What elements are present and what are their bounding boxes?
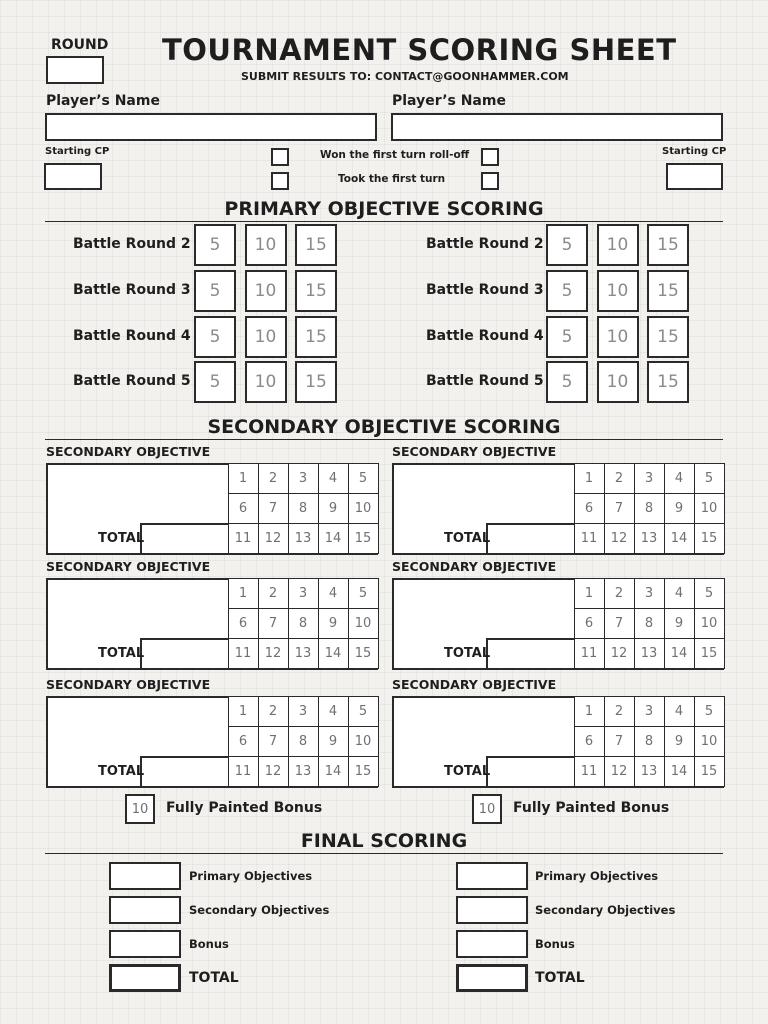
player2-painted-bonus-box[interactable]: 10 [472,794,502,824]
secondary-score-cell[interactable]: 14 [664,638,695,669]
player2-secondary-objective-block [392,677,724,788]
player1-name-label: Player’s Name [46,93,160,109]
secondary-score-cell[interactable]: 15 [694,523,725,554]
secondary-total-field[interactable] [140,756,230,788]
secondary-score-cell[interactable]: 1 [228,463,259,494]
player1-primary-score-box[interactable]: 5 [194,270,236,312]
primary-divider [45,221,723,222]
player1-painted-bonus-box[interactable]: 10 [125,794,155,824]
round-input[interactable] [46,56,104,84]
player2-primary-score-box[interactable]: 5 [546,361,588,403]
secondary-score-cell[interactable]: 8 [634,726,665,757]
secondary-score-cell[interactable]: 3 [288,578,319,609]
player2-primary-score-box[interactable]: 10 [597,361,639,403]
secondary-score-cell[interactable]: 5 [348,578,379,609]
secondary-score-cell[interactable]: 11 [228,638,259,669]
secondary-score-cell[interactable]: 1 [574,463,605,494]
secondary-score-cell[interactable]: 2 [604,696,635,727]
player1-primary-round-label: Battle Round 4 [73,328,191,344]
player1-primary-score-box[interactable]: 15 [295,316,337,358]
player2-final-score-field[interactable] [456,862,528,890]
player2-first-turn-checkbox[interactable] [481,172,499,190]
player1-primary-round-label: Battle Round 2 [73,236,191,252]
secondary-score-cell[interactable]: 11 [228,523,259,554]
secondary-score-cell[interactable]: 5 [348,463,379,494]
player1-final-score-label: Primary Objectives [189,869,313,883]
player1-primary-score-box[interactable]: 15 [295,361,337,403]
secondary-score-grid [228,463,378,553]
player1-final-score-label: Secondary Objectives [189,903,330,917]
secondary-objective-title: SECONDARY OBJECTIVE [46,559,211,574]
secondary-score-cell[interactable]: 3 [634,578,665,609]
player2-name-label: Player’s Name [392,93,506,109]
secondary-score-cell[interactable]: 9 [318,726,349,757]
player2-primary-score-box[interactable]: 5 [546,224,588,266]
player2-primary-score-box[interactable]: 15 [647,361,689,403]
secondary-score-cell[interactable]: 3 [634,696,665,727]
secondary-score-cell[interactable]: 15 [348,523,379,554]
secondary-score-cell[interactable]: 1 [574,578,605,609]
secondary-score-cell[interactable]: 3 [288,696,319,727]
secondary-score-cell[interactable]: 12 [258,638,289,669]
player2-primary-round-label: Battle Round 3 [426,282,544,298]
secondary-score-cell[interactable]: 8 [288,608,319,639]
player1-starting-cp-field[interactable] [44,163,102,190]
secondary-objective-title: SECONDARY OBJECTIVE [392,444,557,459]
player1-final-score-field[interactable] [109,930,181,958]
final-heading: FINAL SCORING [300,830,468,852]
won-rolloff-label: Won the first turn roll-off [320,149,470,161]
secondary-score-cell[interactable]: 11 [228,756,259,787]
page-title: TOURNAMENT SCORING SHEET [162,33,677,67]
secondary-total-field[interactable] [140,523,230,555]
submit-instructions: SUBMIT RESULTS TO: CONTACT@GOONHAMMER.COM [241,70,569,83]
secondary-score-cell[interactable]: 4 [318,696,349,727]
secondary-score-cell[interactable]: 4 [318,578,349,609]
player1-first-turn-checkbox[interactable] [271,172,289,190]
secondary-objective-title: SECONDARY OBJECTIVE [46,444,211,459]
secondary-score-cell[interactable]: 9 [318,608,349,639]
player1-primary-score-box[interactable]: 10 [245,270,287,312]
secondary-score-cell[interactable]: 8 [288,726,319,757]
primary-heading: PRIMARY OBJECTIVE SCORING [224,198,544,220]
player1-secondary-objective-block [46,444,378,555]
secondary-score-cell[interactable]: 10 [694,726,725,757]
player2-final-score-label: Bonus [535,937,575,951]
secondary-score-cell[interactable]: 13 [634,638,665,669]
secondary-score-cell[interactable]: 12 [258,756,289,787]
secondary-score-cell[interactable]: 7 [258,726,289,757]
secondary-score-grid [228,696,378,786]
secondary-total-label: TOTAL [98,764,145,779]
final-divider [45,853,723,854]
secondary-score-cell[interactable]: 14 [664,523,695,554]
secondary-score-cell[interactable]: 6 [228,726,259,757]
player2-primary-score-box[interactable]: 10 [597,224,639,266]
player1-primary-score-box[interactable]: 10 [245,361,287,403]
player2-name-field[interactable] [391,113,723,141]
secondary-score-grid [574,463,724,553]
secondary-divider [45,439,723,440]
player2-primary-round-label: Battle Round 5 [426,373,544,389]
secondary-score-cell[interactable]: 15 [348,756,379,787]
secondary-score-cell[interactable]: 2 [258,696,289,727]
secondary-score-cell[interactable]: 13 [288,756,319,787]
secondary-score-cell[interactable]: 1 [228,578,259,609]
secondary-score-cell[interactable]: 11 [574,756,605,787]
player1-primary-score-box[interactable]: 15 [295,270,337,312]
secondary-total-label: TOTAL [444,646,491,661]
secondary-score-cell[interactable]: 9 [664,726,695,757]
secondary-total-field[interactable] [486,638,576,670]
secondary-heading: SECONDARY OBJECTIVE SCORING [207,416,561,438]
secondary-score-cell[interactable]: 7 [604,726,635,757]
secondary-score-cell[interactable]: 3 [288,463,319,494]
player2-primary-score-box[interactable]: 15 [647,316,689,358]
secondary-score-cell[interactable]: 7 [604,493,635,524]
secondary-objective-title: SECONDARY OBJECTIVE [392,677,557,692]
secondary-score-cell[interactable]: 12 [604,756,635,787]
secondary-score-cell[interactable]: 8 [634,608,665,639]
secondary-score-cell[interactable]: 14 [318,638,349,669]
secondary-score-cell[interactable]: 13 [288,638,319,669]
secondary-score-cell[interactable]: 9 [664,608,695,639]
player1-secondary-objective-block [46,559,378,670]
secondary-score-cell[interactable]: 5 [348,696,379,727]
secondary-score-cell[interactable]: 10 [694,608,725,639]
player2-secondary-objective-block [392,444,724,555]
player2-painted-bonus-label: Fully Painted Bonus [513,800,670,816]
secondary-total-label: TOTAL [98,646,145,661]
secondary-score-cell[interactable]: 10 [348,493,379,524]
player1-painted-bonus-label: Fully Painted Bonus [166,800,323,816]
secondary-score-cell[interactable]: 13 [634,523,665,554]
player2-final-score-label: TOTAL [535,970,585,986]
secondary-score-cell[interactable]: 3 [634,463,665,494]
secondary-score-cell[interactable]: 4 [664,578,695,609]
secondary-total-field[interactable] [486,523,576,555]
secondary-score-grid [228,578,378,668]
secondary-score-cell[interactable]: 9 [664,493,695,524]
player2-primary-score-box[interactable]: 15 [647,224,689,266]
player2-final-score-field[interactable] [456,930,528,958]
secondary-score-cell[interactable]: 2 [604,578,635,609]
secondary-score-cell[interactable]: 9 [318,493,349,524]
secondary-score-cell[interactable]: 2 [604,463,635,494]
secondary-score-cell[interactable]: 13 [634,756,665,787]
secondary-score-cell[interactable]: 6 [574,726,605,757]
secondary-score-cell[interactable]: 6 [228,608,259,639]
round-label: ROUND [51,37,109,53]
secondary-total-field[interactable] [140,638,230,670]
player1-primary-score-box[interactable]: 15 [295,224,337,266]
secondary-score-cell[interactable]: 11 [574,638,605,669]
secondary-total-label: TOTAL [444,531,491,546]
secondary-score-cell[interactable]: 1 [228,696,259,727]
secondary-score-cell[interactable]: 5 [694,463,725,494]
took-first-turn-label: Took the first turn [338,173,446,185]
secondary-score-cell[interactable]: 11 [574,523,605,554]
secondary-score-cell[interactable]: 6 [228,493,259,524]
player1-primary-score-box[interactable]: 10 [245,316,287,358]
secondary-score-cell[interactable]: 2 [258,578,289,609]
secondary-score-grid [574,578,724,668]
secondary-score-cell[interactable]: 12 [258,523,289,554]
secondary-score-grid [574,696,724,786]
player1-final-score-label: Bonus [189,937,229,951]
player2-rolloff-checkbox[interactable] [481,148,499,166]
secondary-total-label: TOTAL [98,531,145,546]
player2-primary-score-box[interactable]: 10 [597,270,639,312]
player1-primary-score-box[interactable]: 5 [194,361,236,403]
secondary-score-cell[interactable]: 14 [318,523,349,554]
secondary-total-label: TOTAL [444,764,491,779]
secondary-score-cell[interactable]: 14 [664,756,695,787]
player1-rolloff-checkbox[interactable] [271,148,289,166]
player2-primary-score-box[interactable]: 10 [597,316,639,358]
secondary-score-cell[interactable]: 15 [694,638,725,669]
player1-final-score-field[interactable] [109,862,181,890]
player2-starting-cp-label: Starting CP [662,146,727,157]
secondary-score-cell[interactable]: 7 [258,608,289,639]
secondary-objective-title: SECONDARY OBJECTIVE [392,559,557,574]
player2-primary-round-label: Battle Round 4 [426,328,544,344]
secondary-score-cell[interactable]: 10 [348,608,379,639]
secondary-score-cell[interactable]: 2 [258,463,289,494]
secondary-score-cell[interactable]: 10 [348,726,379,757]
secondary-score-cell[interactable]: 8 [288,493,319,524]
player2-final-score-label: Primary Objectives [535,869,659,883]
secondary-score-cell[interactable]: 4 [664,696,695,727]
secondary-score-cell[interactable]: 10 [694,493,725,524]
secondary-score-cell[interactable]: 6 [574,493,605,524]
secondary-score-cell[interactable]: 5 [694,578,725,609]
player1-primary-round-label: Battle Round 5 [73,373,191,389]
secondary-score-cell[interactable]: 14 [318,756,349,787]
player2-primary-score-box[interactable]: 5 [546,270,588,312]
secondary-score-cell[interactable]: 7 [258,493,289,524]
player1-primary-score-box[interactable]: 10 [245,224,287,266]
secondary-score-cell[interactable]: 4 [664,463,695,494]
player2-primary-round-label: Battle Round 2 [426,236,544,252]
secondary-score-cell[interactable]: 8 [634,493,665,524]
secondary-objective-title: SECONDARY OBJECTIVE [46,677,211,692]
secondary-score-cell[interactable]: 4 [318,463,349,494]
secondary-score-cell[interactable]: 13 [288,523,319,554]
player2-secondary-objective-block [392,559,724,670]
secondary-score-cell[interactable]: 6 [574,608,605,639]
secondary-score-cell[interactable]: 1 [574,696,605,727]
player1-primary-round-label: Battle Round 3 [73,282,191,298]
secondary-total-field[interactable] [486,756,576,788]
secondary-score-cell[interactable]: 15 [694,756,725,787]
player2-primary-score-box[interactable]: 5 [546,316,588,358]
player1-starting-cp-label: Starting CP [45,146,110,157]
player1-final-score-field[interactable] [109,964,181,992]
player2-primary-score-box[interactable]: 15 [647,270,689,312]
secondary-score-cell[interactable]: 12 [604,523,635,554]
secondary-score-cell[interactable]: 5 [694,696,725,727]
player2-final-score-label: Secondary Objectives [535,903,676,917]
player1-final-score-label: TOTAL [189,970,239,986]
secondary-score-cell[interactable]: 15 [348,638,379,669]
secondary-score-cell[interactable]: 7 [604,608,635,639]
player1-primary-score-box[interactable]: 5 [194,316,236,358]
player2-starting-cp-field[interactable] [666,163,723,190]
player1-primary-score-box[interactable]: 5 [194,224,236,266]
player2-final-score-field[interactable] [456,964,528,992]
secondary-score-cell[interactable]: 12 [604,638,635,669]
player2-final-score-field[interactable] [456,896,528,924]
player1-name-field[interactable] [45,113,377,141]
player1-final-score-field[interactable] [109,896,181,924]
player1-secondary-objective-block [46,677,378,788]
